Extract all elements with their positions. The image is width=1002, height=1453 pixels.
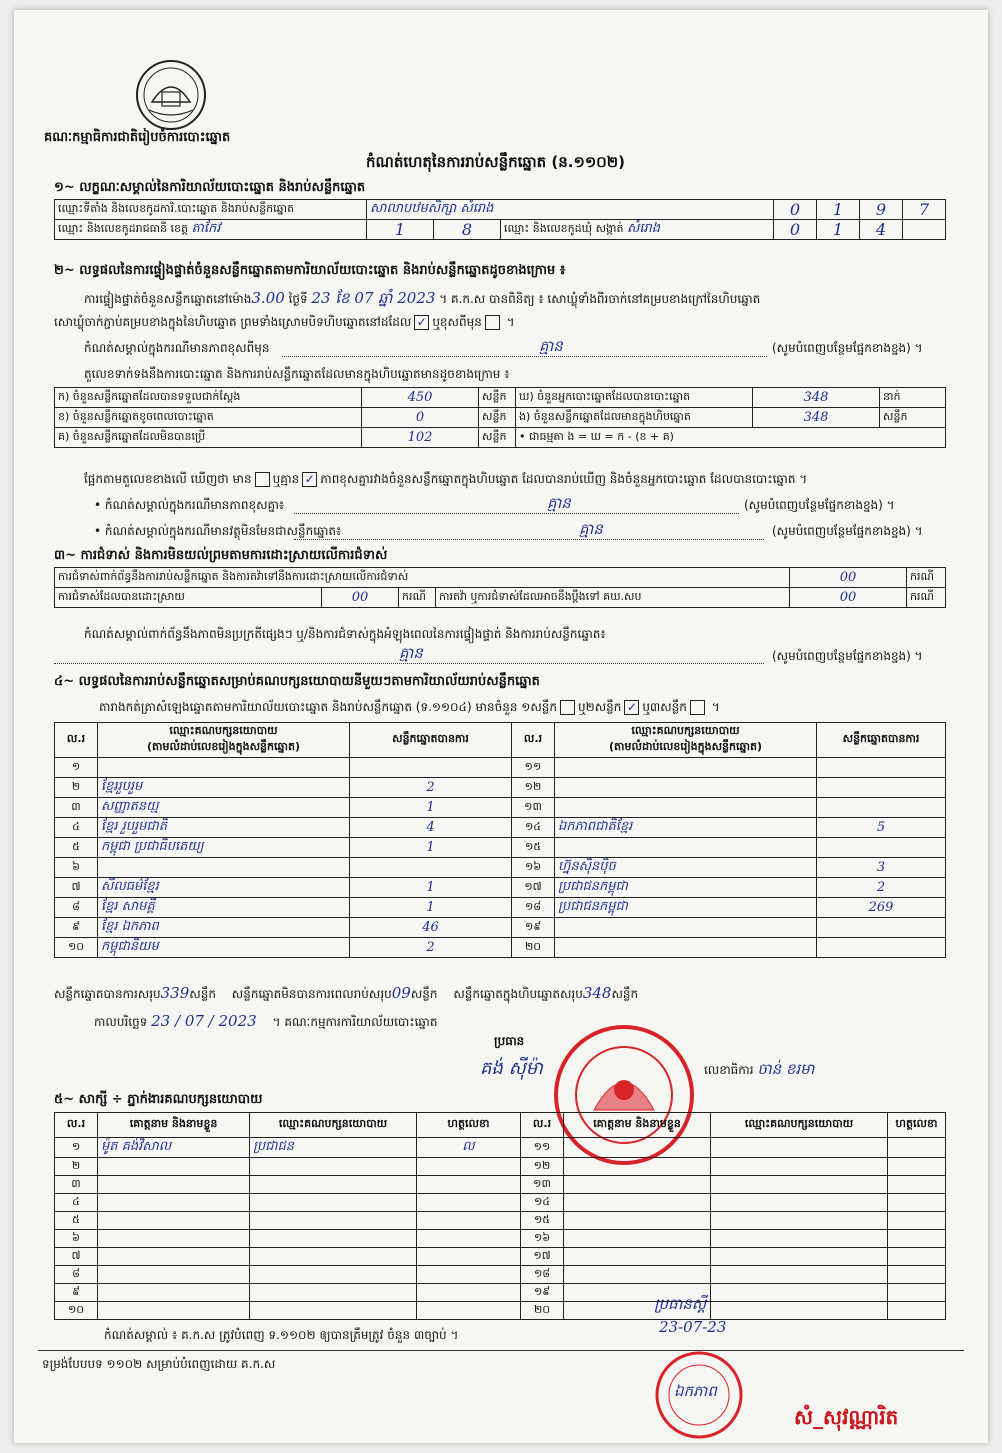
- station-digit[interactable]: 7: [903, 200, 946, 220]
- row-unit: សន្លឹក: [880, 408, 946, 428]
- witness-row-number: ៩: [55, 1284, 98, 1302]
- party-votes-cell[interactable]: [817, 938, 946, 958]
- party-row: [55, 838, 946, 858]
- row-value[interactable]: 0: [362, 408, 479, 428]
- row-label: ង) ចំនួនសន្លឹកឆ្នោតដែលមានក្នុងហិបឆ្នោត: [516, 408, 753, 428]
- witness-sign-cell[interactable]: [417, 1158, 521, 1176]
- party-row-number: ១៤: [512, 818, 555, 838]
- party-name-cell[interactable]: [555, 778, 817, 798]
- party-votes-cell[interactable]: 269: [817, 898, 946, 918]
- witness-name-cell[interactable]: [564, 1194, 711, 1212]
- witness-party-cell[interactable]: [250, 1212, 417, 1230]
- witness-sign-cell[interactable]: [888, 1138, 946, 1158]
- party-row: [55, 858, 946, 878]
- complaint-table: ការជំទាស់ពាក់ព័ន្ធនឹងការរាប់សន្លឹកឆ្នោត និងការតវ៉ាទៅនឹងការដោះស្រាយលើការជំទាស់ 00 ករណី ការជំទាស់ដែលបានដោះស្រាយ 00 ករណី ការតវ៉ា ឬការជំទាស់ដែលអាចនឹងប្តឹងទៅ គឃ.សប 00 ករណី: [54, 567, 946, 608]
- party-name-cell[interactable]: ប្រជាជនកម្ពុជា: [555, 878, 817, 898]
- witness-row-number: ១៨: [521, 1266, 564, 1284]
- witness-row: [55, 1266, 946, 1284]
- party-row-number: ២០: [512, 938, 555, 958]
- party-votes-cell[interactable]: 4: [350, 818, 512, 838]
- party-name-cell[interactable]: [98, 858, 350, 878]
- checkbox[interactable]: [485, 315, 500, 330]
- witness-row-number: ១៧: [521, 1248, 564, 1266]
- section-2-intro: តួលេខទាក់ទងនឹងការបោះឆ្នោត និងការរាប់សន្លឹកឆ្នោតដែលមានក្នុងហិបឆ្នោតមានដូចខាងក្រោម ៖: [84, 367, 510, 381]
- party-name-cell[interactable]: [555, 838, 817, 858]
- witness-row-number: ២០: [521, 1302, 564, 1320]
- witness-table: ល.រ គោត្តនាម និងនាមខ្លួន ឈ្មោះគណបក្សនយោបាយ ហត្ថលេខា ល.រ គោត្តនាម និងនាមខ្លួន ឈ្មោះគណបក្សនយោបាយ ហត្ថលេខា ១ ម៉ូត គង់វិសាល ប្រជាជន ល ១១ ២ ១២ ៣ ១៣ ៤ ១៤ ៥ ១៥ ៦ ១៦ ៧ ១៧ ៨ ១៨ ៩ ១៩ ១០ ២០: [54, 1112, 946, 1320]
- witness-party-cell[interactable]: ប្រជាជន: [250, 1138, 417, 1158]
- commune-label-row: ឈ្មោះ និងលេខកូដឃុំ សង្កាត់ សំរោង: [501, 220, 774, 240]
- witness-party-cell[interactable]: [711, 1176, 888, 1194]
- party-name-cell[interactable]: [555, 758, 817, 778]
- remark-diff-label: • កំណត់សម្គាល់ក្នុងករណីមានភាពខុសគ្នា៖: [94, 498, 285, 512]
- resolved-value[interactable]: 00: [322, 588, 399, 608]
- party-row-number: ១១: [512, 758, 555, 778]
- comparison-line: ផ្អែកតាមតួលេខខាងលើ ឃើញថា មាន ឬគ្មាន ✓ ភាពខុសគ្នារវាងចំនួនសន្លឹកឆ្នោតក្នុងហិបឆ្នោត ដែលបានរាប់ឃើញ និងចំនួនអ្នកបោះឆ្នោត ដែលបានបោះឆ្នោត ។: [84, 472, 808, 486]
- party-row-number: ១: [55, 758, 98, 778]
- party-votes-cell[interactable]: 1: [350, 798, 512, 818]
- witness-party-cell[interactable]: [711, 1194, 888, 1212]
- witness-party-cell[interactable]: [711, 1266, 888, 1284]
- party-row-number: ២: [55, 778, 98, 798]
- witness-row-number: ១៣: [521, 1176, 564, 1194]
- party-name-cell[interactable]: ហ្វ៊ុនស៊ិនប៉ិច: [555, 858, 817, 878]
- form-footer: ទម្រង់បែបបទ ១១០២ សម្រាប់បំពេញដោយ គ.ក.ស: [42, 1357, 276, 1371]
- date-row: កាលបរិច្ឆេទ 23 / 07 / 2023 ។ គណៈកម្មការការិយាល័យបោះឆ្នោត: [94, 1012, 438, 1030]
- witness-row-number: ៣: [55, 1176, 98, 1194]
- witness-sign-cell[interactable]: [417, 1266, 521, 1284]
- party-votes-cell[interactable]: 2: [817, 878, 946, 898]
- party-votes-cell[interactable]: 1: [350, 878, 512, 898]
- witness-name-cell[interactable]: [98, 1194, 250, 1212]
- party-votes-cell[interactable]: [817, 758, 946, 778]
- remark-note: (សូមបំពេញបន្ថែមផ្នែកខាងខ្នង) ។: [772, 341, 923, 355]
- witness-row-number: ៤: [55, 1194, 98, 1212]
- witness-party-cell[interactable]: [711, 1212, 888, 1230]
- row-unit: នាក់: [880, 388, 946, 408]
- party-votes-cell[interactable]: 2: [350, 778, 512, 798]
- party-name-cell[interactable]: ខ្មែររួបរួម: [98, 778, 350, 798]
- witness-row-number: ៨: [55, 1266, 98, 1284]
- witness-sign-cell[interactable]: [888, 1284, 946, 1302]
- station-label: ឈ្មោះទីតាំង និងលេខកូដការិ.បោះឆ្នោត និងរាប់សន្លឹកឆ្នោត: [55, 200, 367, 220]
- complaint-value[interactable]: 00: [790, 568, 907, 588]
- party-row-number: ១៩: [512, 918, 555, 938]
- witness-sign-cell[interactable]: [888, 1158, 946, 1176]
- resolved-label: ការជំទាស់ដែលបានដោះស្រាយ: [55, 588, 322, 608]
- witness-name-cell[interactable]: [564, 1176, 711, 1194]
- party-name-cell[interactable]: [555, 918, 817, 938]
- party-name-cell[interactable]: ខ្មែរ សាមគ្គី: [98, 898, 350, 918]
- row-unit: សន្លឹក: [479, 408, 516, 428]
- party-row: [55, 818, 946, 838]
- witness-sign-cell[interactable]: [888, 1212, 946, 1230]
- province-digit[interactable]: 8: [434, 220, 501, 240]
- station-digit[interactable]: 1: [817, 200, 860, 220]
- appeal-value[interactable]: 00: [790, 588, 907, 608]
- party-row: [55, 918, 946, 938]
- witness-row: [55, 1158, 946, 1176]
- party-name-cell[interactable]: ខ្មែរ ឯកភាព: [98, 918, 350, 938]
- party-row-number: ១០: [55, 938, 98, 958]
- checkbox-checked[interactable]: ✓: [624, 700, 639, 715]
- section-1-table: [54, 199, 946, 240]
- bottom-signature: ឯកភាព: [674, 1382, 717, 1400]
- witness-name-cell[interactable]: [564, 1138, 711, 1158]
- witness-row-number: ១៥: [521, 1212, 564, 1230]
- red-signature-text: សំ_សុវណ្ណារិត: [794, 1405, 899, 1429]
- ballot-count-table: [54, 387, 946, 448]
- section-1-heading: ១~ លក្ខណៈសម្គាល់នៃការិយាល័យបោះឆ្នោត និងរាប់សន្លឹកឆ្នោត: [54, 180, 366, 195]
- party-row-number: ១៦: [512, 858, 555, 878]
- party-row-number: ១៨: [512, 898, 555, 918]
- witness-row-number: ១៩: [521, 1284, 564, 1302]
- witness-party-cell[interactable]: [711, 1302, 888, 1320]
- chair-label: ប្រធាន: [494, 1034, 525, 1048]
- party-row: [55, 798, 946, 818]
- witness-row-number: ១១: [521, 1138, 564, 1158]
- witness-row-number: ២: [55, 1158, 98, 1176]
- witness-sign-cell[interactable]: [888, 1176, 946, 1194]
- commune-digit[interactable]: 0: [774, 220, 817, 240]
- party-votes-cell[interactable]: 3: [817, 858, 946, 878]
- witness-sign-cell[interactable]: [888, 1248, 946, 1266]
- party-name-cell[interactable]: សញ្ញាតនយ្ម: [98, 798, 350, 818]
- remark-material-value[interactable]: គ្មាន: [579, 520, 603, 538]
- remark-diff-value[interactable]: គ្មាន: [547, 494, 571, 512]
- party-name-cell[interactable]: [98, 758, 350, 778]
- witness-sign-cell[interactable]: [417, 1284, 521, 1302]
- bottom-handwriting: ប្រធានស្តី: [654, 1295, 707, 1313]
- section-2-line-2: សោឃ្លុំចាក់ភ្ជាប់គម្របខាងក្នុងនៃហិបឆ្នោត ព្រមទាំងស្រោមបិទហិបឆ្នោតនៅដដែល ✓ ឬខុសពីមុន ។: [54, 315, 515, 329]
- row-label: ឃ) ចំនួនអ្នកបោះឆ្នោតដែលបានបោះឆ្នោត: [516, 388, 753, 408]
- remark-material-label: • កំណត់សម្គាល់ក្នុងករណីមានវត្ថុមិនមែនជាសន្លឹកឆ្នោត៖: [94, 524, 342, 538]
- witness-party-cell[interactable]: [250, 1248, 417, 1266]
- witness-party-cell[interactable]: [250, 1302, 417, 1320]
- witness-party-cell[interactable]: [711, 1248, 888, 1266]
- party-row-number: ១៧: [512, 878, 555, 898]
- witness-party-cell[interactable]: [711, 1158, 888, 1176]
- remark-prior-value[interactable]: គ្មាន: [539, 337, 563, 355]
- party-votes-cell[interactable]: 1: [350, 898, 512, 918]
- party-name-cell[interactable]: [555, 938, 817, 958]
- witness-row-number: ១: [55, 1138, 98, 1158]
- party-votes-cell[interactable]: [817, 798, 946, 818]
- section-3-remark-value[interactable]: គ្មាន: [399, 644, 423, 662]
- witness-sign-cell[interactable]: [888, 1266, 946, 1284]
- party-row: [55, 938, 946, 958]
- witness-sign-cell[interactable]: [888, 1302, 946, 1320]
- witness-rows: [55, 1138, 946, 1320]
- witness-sign-cell[interactable]: ល: [417, 1138, 521, 1158]
- party-name-cell[interactable]: ប្រជាជនកម្ពុជា: [555, 898, 817, 918]
- row-label: ខ) ចំនួនសន្លឹកឆ្នោតខូចពេលបោះឆ្នោត: [55, 408, 362, 428]
- witness-row: [55, 1284, 946, 1302]
- party-row-number: ៤: [55, 818, 98, 838]
- row-unit: សន្លឹក: [479, 388, 516, 408]
- checkbox-checked[interactable]: ✓: [414, 315, 429, 330]
- section-5-heading: ៥~ សាក្សី ÷ ភ្នាក់ងារគណបក្សនយោបាយ: [54, 1092, 263, 1107]
- chair-signature: គង់ ស៊ីម៉ា: [480, 1058, 543, 1079]
- witness-row-number: ១០: [55, 1302, 98, 1320]
- row-unit: សន្លឹក: [479, 428, 516, 448]
- witness-name-cell[interactable]: [98, 1248, 250, 1266]
- witness-sign-cell[interactable]: [417, 1176, 521, 1194]
- party-rows: [55, 758, 946, 958]
- witness-sign-cell[interactable]: [417, 1212, 521, 1230]
- form-sheet: គណៈកម្មាធិការជាតិរៀបចំការបោះឆ្នោត កំណត់ហេតុនៃការរាប់សន្លឹកឆ្នោត (ន.១១០២) ១~ លក្ខណៈសម្គាល់នៃការិយាល័យបោះឆ្នោត និងរាប់សន្លឹកឆ្នោត ឈ្មោះទីតាំង និងលេខកូដការិ.បោះឆ្នោត និងរាប់សន្លឹកឆ្នោត សាលាបឋមសិក្សា សំរោង 0 1 9 7 ឈ្មោះ និងលេខកូដរាជធានី ខេត្ត តាកែវ 1 8 ឈ្មោះ និងលេខកូដឃុំ សង្កាត់ សំរោង 0 1 4 ២~ លទ្ធផលនៃការផ្ទៀងផ្ទាត់ចំនួនសន្លឹកឆ្នោតតាមការិយាល័យបោះឆ្នោត និងរាប់សន្លឹកឆ្នោតដូចខាងក្រោម ៖ ការផ្ទៀងផ្ទាត់ចំនួនសន្លឹកឆ្នោតនៅម៉ោង3.00 ថ្ងៃទី 23 ខែ 07 ឆ្នាំ 2023 ។ គ.ក.ស បានពិនិត្យ ៖ សោឃ្លុំទាំងពីរចាក់នៅគម្របខាងក្រៅនៃហិបឆ្នោត សោឃ្លុំចាក់ភ្ជាប់គម្របខាងក្នុងនៃហិបឆ្នោត ព្រមទាំងស្រោមបិទហិបឆ្នោតនៅដដែល ✓ ឬខុសពីមុន ។ កំណត់សម្គាល់ក្នុងករណីមានភាពខុសពីមុន គ្មាន (សូមបំពេញបន្ថែមផ្នែកខាងខ្នង) ។ តួលេខទាក់ទងនឹងការបោះឆ្នោត និងការរាប់សន្លឹកឆ្នោតដែលមានក្នុងហិបឆ្នោតមានដូចខាងក្រោម ៖ ក) ចំនួនសន្លឹកឆ្នោតដែលបានទទួលជាក់ស្តែង 450 សន្លឹក ឃ) ចំនួនអ្នកបោះឆ្នោតដែលបានបោះឆ្នោត 348 នាក់ ខ) ចំនួនសន្លឹកឆ្នោតខូចពេលបោះឆ្នោត 0 សន្លឹក ង) ចំនួនសន្លឹកឆ្នោតដែលមានក្នុងហិបឆ្នោត 348 សន្លឹក គ) ចំនួនសន្លឹកឆ្នោតដែលមិនបានប្រើ 102 សន្លឹក • ជាធម្មតា ង = ឃ = ក - (ខ + គ) ផ្អែកតាមតួលេខខាងលើ ឃើញថា មាន ឬគ្មាន ✓ ភាពខុសគ្នារវាងចំនួនសន្លឹកឆ្នោតក្នុងហិបឆ្នោត ដែលបានរាប់ឃើញ និងចំនួនអ្នកបោះឆ្នោត ដែលបានបោះឆ្នោត ។ • កំណត់សម្គាល់ក្នុងករណីមានភាពខុសគ្នា៖ គ្មាន (សូមបំពេញបន្ថែមផ្នែកខាងខ្នង) ។ • កំណត់សម្គាល់ក្នុងករណីមានវត្ថុមិនមែនជាសន្លឹកឆ្នោត៖ គ្មាន (សូមបំពេញបន្ថែមផ្នែកខាងខ្នង) ។ ៣~ ការជំទាស់ និងការមិនយល់ព្រមតាមការដោះស្រាយលើការជំទាស់ ការជំទាស់ពាក់ព័ន្ធនឹងការរាប់សន្លឹកឆ្នោត និងការតវ៉ាទៅនឹងការដោះស្រាយលើការជំទាស់ 00 ករណី ការជំទាស់ដែលបានដោះស្រាយ 00 ករណី ការតវ៉ា ឬការជំទាស់ដែលអាចនឹងប្តឹងទៅ គឃ.សប 00 ករណី កំណត់សម្គាល់ពាក់ព័ន្ធនឹងភាពមិនប្រក្រតីផ្សេងៗ ឬ/និងការជំទាស់ក្នុងអំឡុងពេលនៃការផ្ទៀងផ្ទាត់ និងការរាប់សន្លឹកឆ្នោត៖ គ្មាន (សូមបំពេញបន្ថែមផ្នែកខាងខ្នង) ។ ៤~ លទ្ធផលនៃការរាប់សន្លឹកឆ្នោតសម្រាប់គណបក្សនយោបាយនីមួយៗតាមការិយាល័យរាប់សន្លឹកឆ្នោត តារាងកត់ត្រាសំឡេងឆ្នោតតាមការិយាល័យបោះឆ្នោត និងរាប់សន្លឹកឆ្នោត (ទ.១១០៤) មានចំនួន ១សន្លឹក ឬ២សន្លឹក ✓ ឬ៣សន្លឹក ។ ល.រ ឈ្មោះគណបក្សនយោបាយ (តាមលំដាប់លេខរៀងក្នុងសន្លឹកឆ្នោត) សន្លឹកឆ្នោតបានការ ល.រ ឈ្មោះគណបក្សនយោបាយ (តាមលំដាប់លេខរៀងក្នុងសន្លឹកឆ្នោត) សន្លឹកឆ្នោតបានការ ១ ១១ ២ ខ្មែររួបរួម 2 ១២ ៣ សញ្ញាតនយ្ម 1 ១៣ ៤ ខ្មែរ រួបរួមជាតិ 4 ១៤ ឯកភាពជាតិខ្មែរ 5 ៥ កម្ពុជា ប្រជាធិបតេយ្យ 1 ១៥ ៦ ១៦ ហ្វ៊ុនស៊ិនប៉ិច 3 ៧ សីលធម៌ខ្មែរ 1 ១៧ ប្រជាជនកម្ពុជា 2 ៨ ខ្មែរ សាមគ្គី 1 ១៨ ប្រជាជនកម្ពុជា 269 ៩ ខ្មែរ ឯកភាព 46 ១៩ ១០ កម្ពុជានិយម 2 ២០ សន្លឹកឆ្នោតបានការសរុប339សន្លឹក សន្លឹកឆ្នោតមិនបានការពេលរាប់សរុប09សន្លឹក សន្លឹកឆ្នោតក្នុងហិបឆ្នោតសរុប348សន្លឹក កាលបរិច្ឆេទ 23 / 07 / 2023 ។ គណៈកម្មការការិយាល័យបោះឆ្នោត ប្រធាន គង់ ស៊ីម៉ា លេខាធិការ ចាន់ ខរមា ៥~ សាក្សី ÷ ភ្នាក់ងារគណបក្សនយោបាយ ល.រ គោត្តនាម និងនាមខ្លួន ឈ្មោះគណបក្សនយោបាយ ហត្ថលេខា ល.រ គោត្តនាម និងនាមខ្លួន ឈ្មោះគណបក្សនយោបាយ ហត្ថលេខា ១ ម៉ូត គង់វិសាល ប្រជាជន ល ១១ ២ ១២ ៣ ១៣ ៤ ១៤ ៥ ១៥ ៦ ១៦ ៧ ១៧ ៨ ១៨ ៩ ១៩ ១០ ២០ កំណត់សម្គាល់ ៖ គ.ក.ស ត្រូវបំពេញ ទ.១១០២ ឲ្យបានត្រឹមត្រូវ ចំនួន ៣ច្បាប់ ។ ទម្រង់បែបបទ ១១០២ សម្រាប់បំពេញដោយ គ.ក.ស ប្រធានស្តី 23-07-23 ឯកភាព សំ_សុវណ្ណារិត: [14, 10, 988, 1443]
- witness-party-cell[interactable]: [711, 1230, 888, 1248]
- witness-party-cell[interactable]: [711, 1284, 888, 1302]
- party-results-table: ល.រ ឈ្មោះគណបក្សនយោបាយ (តាមលំដាប់លេខរៀងក្នុងសន្លឹកឆ្នោត) សន្លឹកឆ្នោតបានការ ល.រ ឈ្មោះគណបក្សនយោបាយ (តាមលំដាប់លេខរៀងក្នុងសន្លឹកឆ្នោត) សន្លឹកឆ្នោតបានការ ១ ១១ ២ ខ្មែររួបរួម 2 ១២ ៣ សញ្ញាតនយ្ម 1 ១៣ ៤ ខ្មែរ រួបរួមជាតិ 4 ១៤ ឯកភាពជាតិខ្មែរ 5 ៥ កម្ពុជា ប្រជាធិបតេយ្យ 1 ១៥ ៦ ១៦ ហ្វ៊ុនស៊ិនប៉ិច 3 ៧ សីលធម៌ខ្មែរ 1 ១៧ ប្រជាជនកម្ពុជា 2 ៨ ខ្មែរ សាមគ្គី 1 ១៨ ប្រជាជនកម្ពុជា 269 ៩ ខ្មែរ ឯកភាព 46 ១៩ ១០ កម្ពុជានិយម 2 ២០: [54, 722, 946, 958]
- party-votes-cell[interactable]: 1: [350, 838, 512, 858]
- witness-party-cell[interactable]: [250, 1158, 417, 1176]
- party-votes-cell[interactable]: [350, 758, 512, 778]
- witness-name-cell[interactable]: [564, 1212, 711, 1230]
- remark-prior-label: កំណត់សម្គាល់ក្នុងករណីមានភាពខុសពីមុន: [84, 341, 270, 355]
- witness-row-number: ៧: [55, 1248, 98, 1266]
- witness-row: [55, 1212, 946, 1230]
- party-name-cell[interactable]: សីលធម៌ខ្មែរ: [98, 878, 350, 898]
- witness-row: [55, 1230, 946, 1248]
- party-row-number: ៨: [55, 898, 98, 918]
- witness-sign-cell[interactable]: [417, 1230, 521, 1248]
- witness-row-number: ១៤: [521, 1194, 564, 1212]
- party-row-number: ១២: [512, 778, 555, 798]
- section-4-heading: ៤~ លទ្ធផលនៃការរាប់សន្លឹកឆ្នោតសម្រាប់គណបក្សនយោបាយនីមួយៗតាមការិយាល័យរាប់សន្លឹកឆ្នោត: [54, 674, 540, 689]
- witness-name-cell[interactable]: [564, 1230, 711, 1248]
- witness-name-cell[interactable]: [98, 1212, 250, 1230]
- row-value[interactable]: 102: [362, 428, 479, 448]
- witness-row-number: ៦: [55, 1230, 98, 1248]
- station-name-value[interactable]: សាលាបឋមសិក្សា សំរោង: [367, 200, 774, 220]
- section-2-heading: ២~ លទ្ធផលនៃការផ្ទៀងផ្ទាត់ចំនួនសន្លឹកឆ្នោតតាមការិយាល័យបោះឆ្នោត និងរាប់សន្លឹកឆ្នោតដូចខាងក្រោម ៖: [54, 263, 566, 278]
- witness-row-number: ១៦: [521, 1230, 564, 1248]
- commune-digit[interactable]: 4: [860, 220, 903, 240]
- row-label: ក) ចំនួនសន្លឹកឆ្នោតដែលបានទទួលជាក់ស្តែង: [55, 388, 362, 408]
- party-row-number: ១៥: [512, 838, 555, 858]
- witness-sign-cell[interactable]: [417, 1248, 521, 1266]
- complaint-label: ការជំទាស់ពាក់ព័ន្ធនឹងការរាប់សន្លឹកឆ្នោត និងការតវ៉ាទៅនឹងការដោះស្រាយលើការជំទាស់: [55, 568, 790, 588]
- witness-row-number: ៥: [55, 1212, 98, 1230]
- row-value[interactable]: 348: [753, 388, 880, 408]
- secretary-row: លេខាធិការ ចាន់ ខរមា: [704, 1060, 815, 1078]
- row-value[interactable]: 450: [362, 388, 479, 408]
- section-2-line-1: ការផ្ទៀងផ្ទាត់ចំនួនសន្លឹកឆ្នោតនៅម៉ោង3.00 ថ្ងៃទី 23 ខែ 07 ឆ្នាំ 2023 ។ គ.ក.ស បានពិនិត្យ ៖ សោឃ្លុំទាំងពីរចាក់នៅគម្របខាងក្រៅនៃហិបឆ្នោត: [84, 289, 761, 307]
- province-label-row: ឈ្មោះ និងលេខកូដរាជធានី ខេត្ត តាកែវ: [55, 220, 367, 240]
- witness-party-cell[interactable]: [250, 1284, 417, 1302]
- witness-sign-cell[interactable]: [888, 1230, 946, 1248]
- row-label: គ) ចំនួនសន្លឹកឆ្នោតដែលមិនបានប្រើ: [55, 428, 362, 448]
- party-row-number: ៦: [55, 858, 98, 878]
- party-votes-cell[interactable]: [350, 858, 512, 878]
- party-name-cell[interactable]: [555, 798, 817, 818]
- party-name-cell[interactable]: ឯកភាពជាតិខ្មែរ: [555, 818, 817, 838]
- witness-row: [55, 1248, 946, 1266]
- witness-name-cell[interactable]: [98, 1158, 250, 1176]
- party-votes-cell[interactable]: 46: [350, 918, 512, 938]
- party-row: [55, 778, 946, 798]
- witness-name-cell[interactable]: [564, 1248, 711, 1266]
- nec-logo-icon: [134, 58, 208, 132]
- committee-name: គណៈកម្មាធិការជាតិរៀបចំការបោះឆ្នោត: [44, 130, 231, 145]
- witness-party-cell[interactable]: [250, 1230, 417, 1248]
- station-digit[interactable]: 9: [860, 200, 903, 220]
- party-votes-cell[interactable]: [817, 918, 946, 938]
- checkbox-checked[interactable]: ✓: [302, 472, 317, 487]
- witness-sign-cell[interactable]: [417, 1302, 521, 1320]
- witness-row: [55, 1138, 946, 1158]
- party-row: [55, 898, 946, 918]
- party-votes-cell[interactable]: [817, 838, 946, 858]
- party-row-number: ៣: [55, 798, 98, 818]
- witness-party-cell[interactable]: [250, 1194, 417, 1212]
- witness-party-cell[interactable]: [250, 1266, 417, 1284]
- form-title: កំណត់ហេតុនៃការរាប់សន្លឹកឆ្នោត (ន.១១០២): [366, 153, 626, 171]
- witness-name-cell[interactable]: [98, 1302, 250, 1320]
- party-name-cell[interactable]: ខ្មែរ រួបរួមជាតិ: [98, 818, 350, 838]
- commune-digit[interactable]: 1: [817, 220, 860, 240]
- witness-name-cell[interactable]: [564, 1158, 711, 1176]
- totals-row: សន្លឹកឆ្នោតបានការសរុប339សន្លឹក សន្លឹកឆ្នោតមិនបានការពេលរាប់សរុប09សន្លឹក សន្លឹកឆ្នោតក្នុងហិបឆ្នោតសរុប348សន្លឹក: [54, 984, 639, 1002]
- party-name-cell[interactable]: កម្ពុជានិយម: [98, 938, 350, 958]
- province-digit[interactable]: 1: [367, 220, 434, 240]
- section-3-remark-label: កំណត់សម្គាល់ពាក់ព័ន្ធនឹងភាពមិនប្រក្រតីផ្សេងៗ ឬ/និងការជំទាស់ក្នុងអំឡុងពេលនៃការផ្ទៀងផ្ទាត់ និងការរាប់សន្លឹកឆ្នោត៖: [84, 627, 606, 641]
- witness-row-number: ១២: [521, 1158, 564, 1176]
- witness-name-cell[interactable]: ម៉ូត គង់វិសាល: [98, 1138, 250, 1158]
- party-row: [55, 878, 946, 898]
- party-row-number: ៩: [55, 918, 98, 938]
- witness-party-cell[interactable]: [250, 1176, 417, 1194]
- formula: • ជាធម្មតា ង = ឃ = ក - (ខ + គ): [516, 428, 946, 448]
- station-digit[interactable]: 0: [774, 200, 817, 220]
- party-row-number: ៥: [55, 838, 98, 858]
- party-row-number: ១៣: [512, 798, 555, 818]
- party-row-number: ៧: [55, 878, 98, 898]
- bottom-date: 23-07-23: [659, 1318, 727, 1336]
- witness-sign-cell[interactable]: [417, 1194, 521, 1212]
- party-votes-cell[interactable]: 5: [817, 818, 946, 838]
- witness-name-cell[interactable]: [98, 1284, 250, 1302]
- witness-name-cell[interactable]: [98, 1176, 250, 1194]
- row-value[interactable]: 348: [753, 408, 880, 428]
- party-votes-cell[interactable]: [817, 778, 946, 798]
- party-row: [55, 758, 946, 778]
- section-4-intro: តារាងកត់ត្រាសំឡេងឆ្នោតតាមការិយាល័យបោះឆ្នោត និងរាប់សន្លឹកឆ្នោត (ទ.១១០៤) មានចំនួន ១សន្លឹក ឬ២សន្លឹក ✓ ឬ៣សន្លឹក ។: [99, 700, 720, 714]
- witness-name-cell[interactable]: [98, 1230, 250, 1248]
- witness-name-cell[interactable]: [98, 1266, 250, 1284]
- appeal-label: ការតវ៉ា ឬការជំទាស់ដែលអាចនឹងប្តឹងទៅ គឃ.សប: [436, 588, 790, 608]
- witness-name-cell[interactable]: [564, 1266, 711, 1284]
- witness-row: [55, 1176, 946, 1194]
- witness-sign-cell[interactable]: [888, 1194, 946, 1212]
- section-3-heading: ៣~ ការជំទាស់ និងការមិនយល់ព្រមតាមការដោះស្រាយលើការជំទាស់: [54, 548, 388, 563]
- witness-party-cell[interactable]: [711, 1138, 888, 1158]
- party-votes-cell[interactable]: 2: [350, 938, 512, 958]
- witness-row: [55, 1194, 946, 1212]
- footnote: កំណត់សម្គាល់ ៖ គ.ក.ស ត្រូវបំពេញ ទ.១១០២ ឲ្យបានត្រឹមត្រូវ ចំនួន ៣ច្បាប់ ។: [104, 1328, 459, 1342]
- commune-digit[interactable]: [903, 220, 946, 240]
- party-name-cell[interactable]: កម្ពុជា ប្រជាធិបតេយ្យ: [98, 838, 350, 858]
- witness-row: [55, 1302, 946, 1320]
